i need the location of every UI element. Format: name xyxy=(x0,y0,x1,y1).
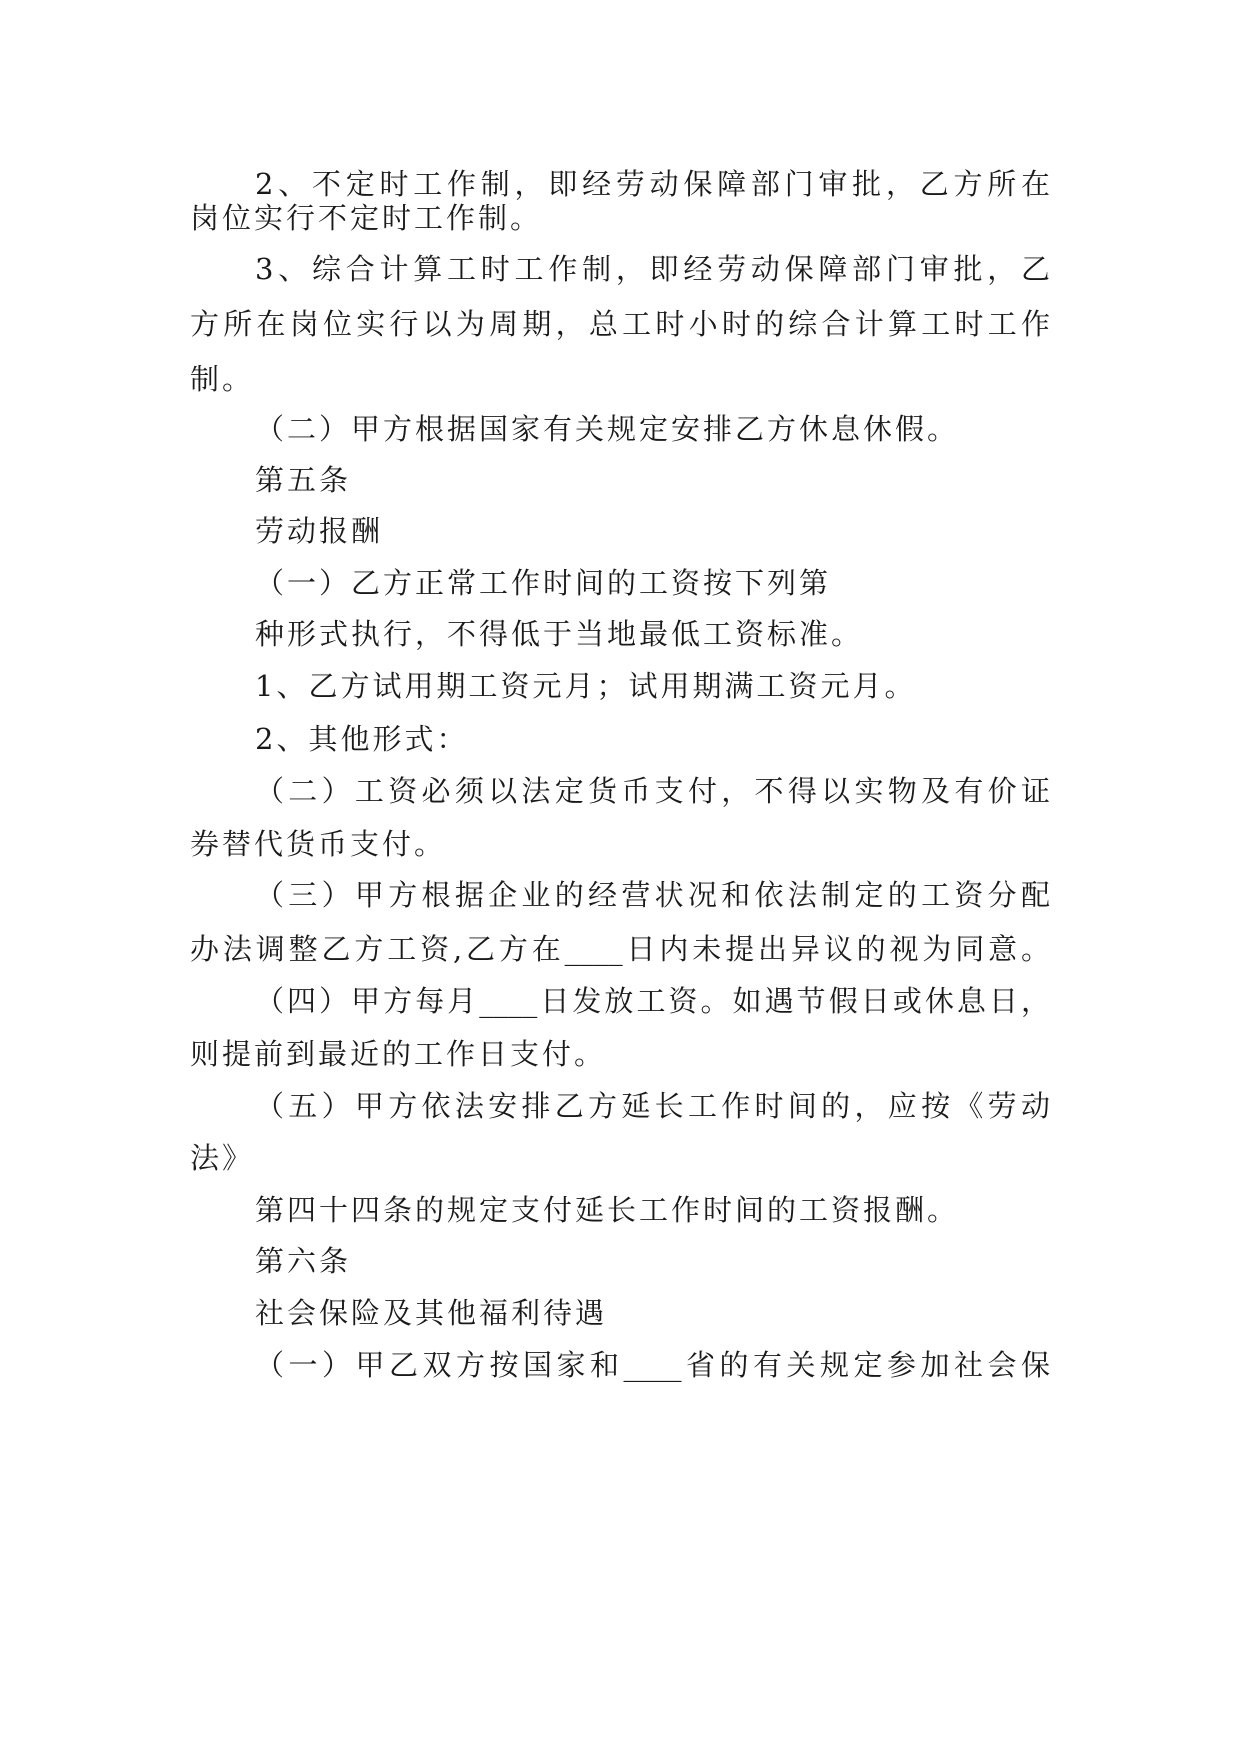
paragraph-line: 则提前到最近的工作日支付。 xyxy=(190,1037,607,1071)
paragraph-line: （一）乙方正常工作时间的工资按下列第 xyxy=(255,566,832,600)
section-subheading: 社会保险及其他福利待遇 xyxy=(255,1296,608,1330)
paragraph-line: 3、综合计算工时工作制，即经劳动保障部门审批，乙 xyxy=(255,252,1050,286)
paragraph-line: （二）工资必须以法定货币支付，不得以实物及有价证 xyxy=(255,774,1050,808)
paragraph-line: 2、不定时工作制，即经劳动保障部门审批，乙方所在 xyxy=(255,167,1050,201)
paragraph-line: 1、乙方试用期工资元月；试用期满工资元月。 xyxy=(255,669,917,703)
section-heading: 第五条 xyxy=(255,463,352,497)
paragraph-line: 岗位实行不定时工作制。 xyxy=(190,201,543,235)
paragraph-line: （三）甲方根据企业的经营状况和依法制定的工资分配 xyxy=(255,878,1050,912)
paragraph-line: 第四十四条的规定支付延长工作时间的工资报酬。 xyxy=(255,1193,960,1227)
section-heading: 第六条 xyxy=(255,1244,352,1278)
paragraph-line: （二）甲方根据国家有关规定安排乙方休息休假。 xyxy=(255,412,960,446)
paragraph-line: （一）甲乙双方按国家和____省的有关规定参加社会保 xyxy=(255,1348,1050,1382)
paragraph-line: （五）甲方依法安排乙方延长工作时间的，应按《劳动 xyxy=(255,1089,1050,1123)
paragraph-line: 办法调整乙方工资,乙方在____日内未提出异议的视为同意。 xyxy=(190,932,1050,966)
paragraph-line: 2、其他形式： xyxy=(255,722,469,756)
paragraph-line: 券替代货币支付。 xyxy=(190,827,447,861)
section-subheading: 劳动报酬 xyxy=(255,514,384,548)
paragraph-line: 法》 xyxy=(190,1141,255,1175)
paragraph-line: 种形式执行，不得低于当地最低工资标准。 xyxy=(255,617,864,651)
paragraph-line: 方所在岗位实行以为周期，总工时小时的综合计算工时工作 xyxy=(190,307,1050,341)
paragraph-line: （四）甲方每月____日发放工资。如遇节假日或休息日， xyxy=(255,984,1050,1018)
paragraph-line: 制。 xyxy=(190,362,255,396)
